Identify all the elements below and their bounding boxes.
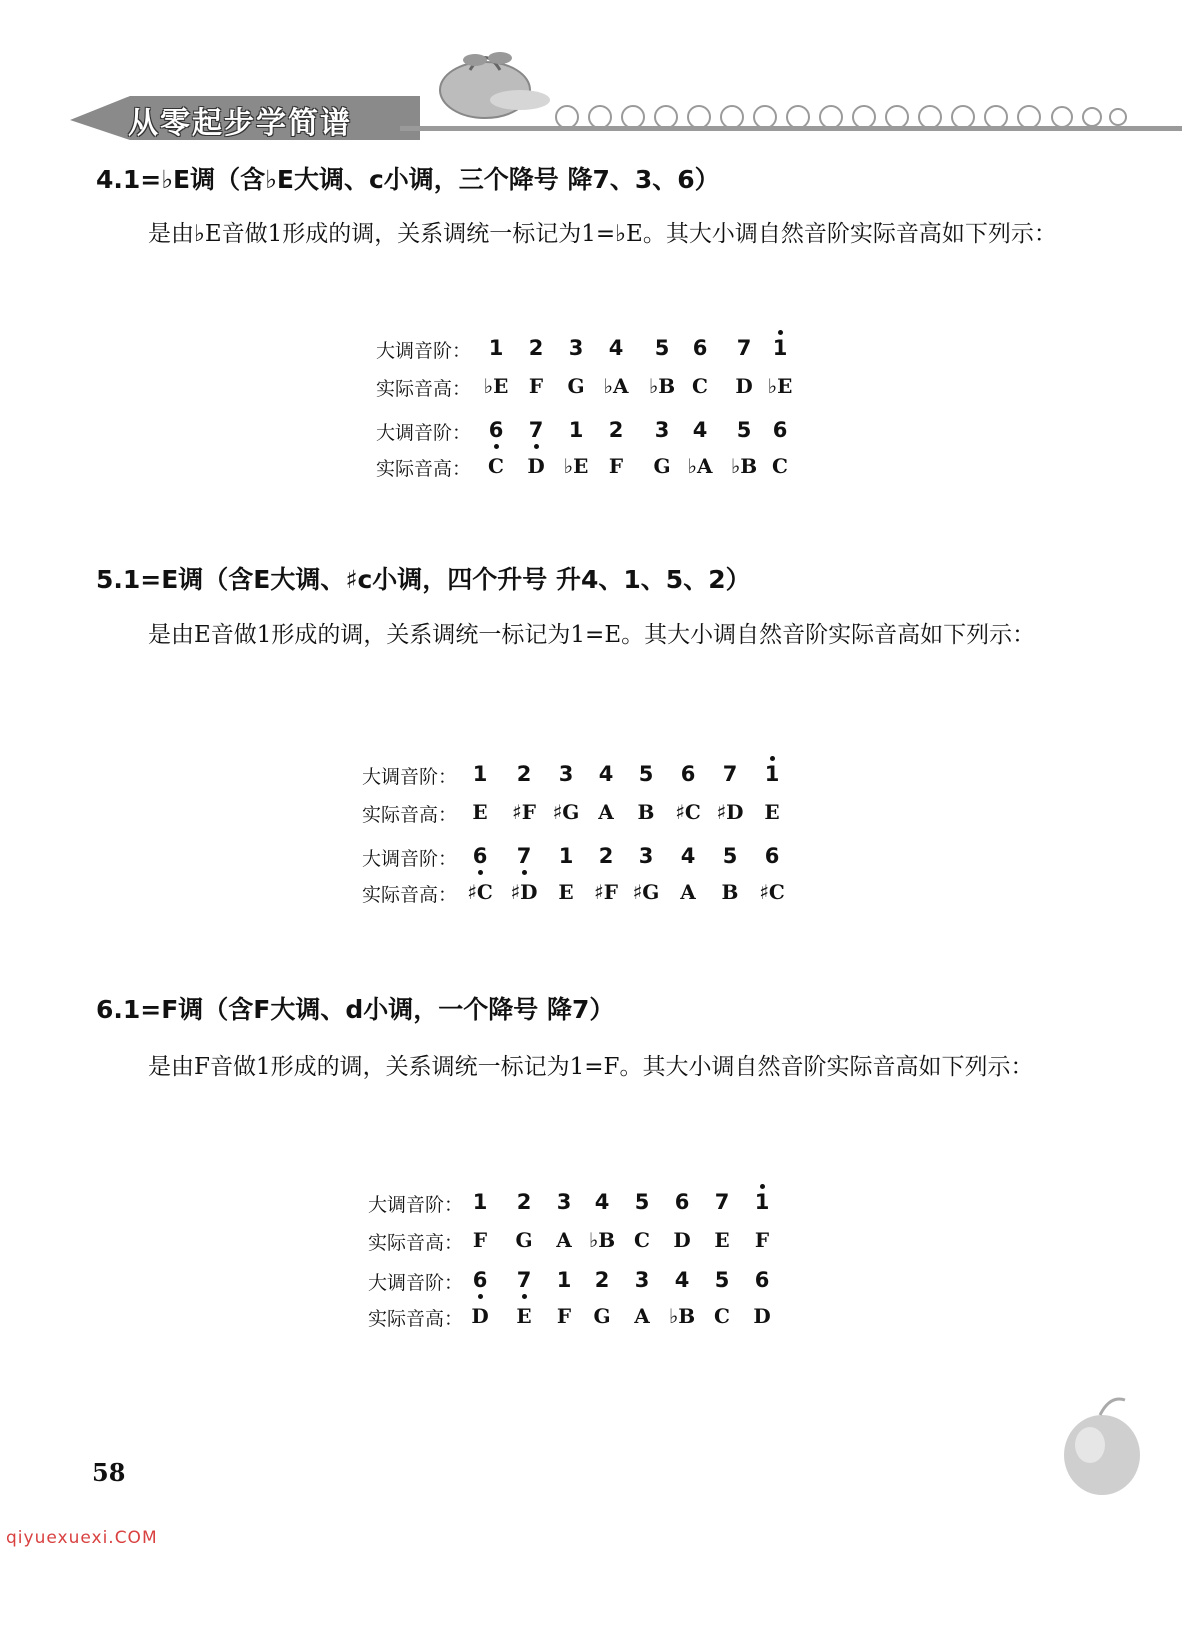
cell-text: 1 (568, 418, 584, 442)
cell-text: 2 (528, 336, 544, 360)
scale-degree-cell (460, 844, 500, 868)
book-title: 从零起步学简谱 (128, 106, 352, 141)
cell-text: 6 (692, 336, 708, 360)
scale-degree-cell (642, 336, 682, 360)
cell-text: C (692, 374, 708, 398)
scale-degree-cell (516, 418, 556, 442)
pitch-cell (504, 1304, 544, 1328)
scale-degree-cell (556, 418, 596, 442)
pitch-cell (460, 880, 500, 904)
cell-text: 7 (516, 844, 532, 868)
cell-text: 7 (722, 762, 738, 786)
pitch-cell (724, 374, 764, 398)
pitch-cell (680, 454, 720, 478)
cell-text: 6 (472, 844, 488, 868)
cell-text: ♭A (603, 374, 629, 398)
cell-text: 1 (472, 762, 488, 786)
row-label: 大调音阶： (362, 848, 458, 870)
low-octave-dot (522, 1294, 527, 1299)
cell-text: 4 (674, 1268, 690, 1292)
cell-text: 5 (654, 336, 670, 360)
pitch-cell (546, 880, 586, 904)
scale-degree-cell (702, 1268, 742, 1292)
pitch-cell (752, 800, 792, 824)
cell-text: 3 (558, 762, 574, 786)
cell-text: E (764, 800, 780, 824)
watermark: qiyuexuexi.COM (6, 1528, 158, 1548)
pitch-cell (476, 454, 516, 478)
pitch-cell (586, 880, 626, 904)
low-octave-dot (494, 444, 499, 449)
cell-text: 4 (692, 418, 708, 442)
cell-text: E (714, 1228, 730, 1252)
pitch-cell (556, 454, 596, 478)
scale-degree-cell (680, 418, 720, 442)
cell-text: C (488, 454, 504, 478)
cell-text: F (556, 1304, 572, 1328)
cell-text: 1 (472, 1190, 488, 1214)
cell-text: D (753, 1304, 771, 1328)
cell-text: 4 (680, 844, 696, 868)
cell-text: ♭B (648, 374, 676, 398)
scale-degree-cell (642, 418, 682, 442)
cell-text: 6 (772, 418, 788, 442)
pitch-cell (556, 374, 596, 398)
section-title: 4.1=♭E调（含♭E大调、c小调，三个降号 降7、3、6） (96, 165, 720, 194)
cell-text: F (754, 1228, 770, 1252)
scale-degree-cell (626, 844, 666, 868)
pitch-cell (516, 374, 556, 398)
pitch-cell (596, 374, 636, 398)
pitch-cell (724, 454, 764, 478)
scale-degree-cell (504, 1190, 544, 1214)
pitch-cell (710, 880, 750, 904)
scale-degree-cell (596, 418, 636, 442)
cell-text: 4 (608, 336, 624, 360)
cell-text: D (735, 374, 753, 398)
cell-text: ♯C (759, 880, 785, 904)
scale-degree-cell (710, 844, 750, 868)
pitch-cell (710, 800, 750, 824)
scale-degree-cell (586, 762, 626, 786)
cell-text: 5 (634, 1190, 650, 1214)
cell-text: A (634, 1304, 650, 1328)
scale-degree-cell (742, 1190, 782, 1214)
cell-text: ♯G (552, 800, 580, 824)
cell-text: 2 (594, 1268, 610, 1292)
cell-text: G (593, 1304, 611, 1328)
pitch-cell (546, 800, 586, 824)
cell-text: 1 (558, 844, 574, 868)
row-label: 实际音高： (362, 804, 458, 826)
pitch-cell (752, 880, 792, 904)
cell-text: 4 (594, 1190, 610, 1214)
cell-text: 6 (674, 1190, 690, 1214)
page-header (0, 0, 1182, 150)
pitch-cell (582, 1228, 622, 1252)
cell-text: 7 (516, 1268, 532, 1292)
scale-degree-cell (544, 1268, 584, 1292)
cell-text: 5 (714, 1268, 730, 1292)
pitch-cell (742, 1228, 782, 1252)
cell-text: A (556, 1228, 572, 1252)
cell-text: ♯D (510, 880, 538, 904)
row-label: 大调音阶： (362, 766, 458, 788)
cell-text: ♭B (668, 1304, 696, 1328)
scale-degree-cell (582, 1190, 622, 1214)
pitch-cell (504, 1228, 544, 1252)
scale-degree-cell (546, 844, 586, 868)
high-octave-dot (770, 756, 775, 761)
cell-text: ♭B (588, 1228, 616, 1252)
cell-text: ♭E (563, 454, 589, 478)
scale-degree-cell (460, 762, 500, 786)
scale-degree-cell (504, 1268, 544, 1292)
low-octave-dot (478, 870, 483, 875)
pitch-cell (662, 1228, 702, 1252)
pitch-cell (742, 1304, 782, 1328)
cell-text: 1 (754, 1190, 770, 1214)
cell-text: E (516, 1304, 532, 1328)
pitch-cell (622, 1304, 662, 1328)
pitch-cell (642, 374, 682, 398)
pitch-cell (460, 1304, 500, 1328)
row-label: 实际音高： (376, 458, 472, 480)
cell-text: 6 (488, 418, 504, 442)
scale-degree-cell (460, 1190, 500, 1214)
pitch-cell (702, 1228, 742, 1252)
scale-degree-cell (622, 1190, 662, 1214)
low-octave-dot (534, 444, 539, 449)
scale-degree-cell (556, 336, 596, 360)
row-label: 大调音阶： (376, 422, 472, 444)
pitch-cell (504, 800, 544, 824)
cell-text: ♯C (467, 880, 493, 904)
scale-degree-cell (662, 1268, 702, 1292)
scale-degree-cell (668, 844, 708, 868)
scale-degree-cell (586, 844, 626, 868)
cell-text: 1 (556, 1268, 572, 1292)
cell-text: 3 (654, 418, 670, 442)
cell-text: F (608, 454, 624, 478)
high-octave-dot (760, 1184, 765, 1189)
cell-text: 5 (638, 762, 654, 786)
pitch-cell (662, 1304, 702, 1328)
cell-text: A (680, 880, 696, 904)
pitch-cell (642, 454, 682, 478)
cell-text: E (472, 800, 488, 824)
low-octave-dot (522, 870, 527, 875)
cell-text: ♯F (594, 880, 618, 904)
scale-degree-cell (752, 762, 792, 786)
scale-degree-cell (544, 1190, 584, 1214)
pitch-cell (626, 880, 666, 904)
cell-text: 2 (608, 418, 624, 442)
cell-text: 3 (568, 336, 584, 360)
pitch-cell (622, 1228, 662, 1252)
apple-icon (1050, 1390, 1140, 1500)
scale-degree-cell (476, 336, 516, 360)
cell-text: 5 (722, 844, 738, 868)
cell-text: 3 (634, 1268, 650, 1292)
scale-degree-cell (596, 336, 636, 360)
pitch-cell (586, 800, 626, 824)
row-label: 大调音阶： (368, 1194, 464, 1216)
scale-degree-cell (476, 418, 516, 442)
scale-degree-cell (460, 1268, 500, 1292)
cell-text: 7 (714, 1190, 730, 1214)
cell-text: 2 (516, 762, 532, 786)
pitch-cell (516, 454, 556, 478)
pitch-cell (626, 800, 666, 824)
pitch-cell (760, 374, 800, 398)
scale-degree-cell (504, 762, 544, 786)
cell-text: E (558, 880, 574, 904)
pitch-cell (596, 454, 636, 478)
scale-degree-cell (724, 418, 764, 442)
pitch-cell (476, 374, 516, 398)
scale-degree-cell (582, 1268, 622, 1292)
section-paragraph: 是由E音做1形成的调，关系调统一标记为1=E。其大小调自然音阶实际音高如下列示： (148, 622, 1036, 648)
cell-text: 7 (528, 418, 544, 442)
pitch-cell (460, 1228, 500, 1252)
scale-degree-cell (662, 1190, 702, 1214)
cell-text: 2 (598, 844, 614, 868)
cell-text: 5 (736, 418, 752, 442)
cell-text: G (653, 454, 671, 478)
section-paragraph: 是由F音做1形成的调，关系调统一标记为1=F。其大小调自然音阶实际音高如下列示： (148, 1054, 1034, 1080)
row-label: 实际音高： (368, 1308, 464, 1330)
cell-text: C (634, 1228, 650, 1252)
row-label: 大调音阶： (368, 1272, 464, 1294)
scale-degree-cell (626, 762, 666, 786)
scale-degree-cell (516, 336, 556, 360)
cell-text: C (714, 1304, 730, 1328)
pitch-cell (668, 800, 708, 824)
scale-degree-cell (680, 336, 720, 360)
pitch-cell (702, 1304, 742, 1328)
section-title: 5.1=E调（含E大调、♯c小调，四个升号 升4、1、5、2） (96, 565, 751, 594)
cell-text: ♯D (716, 800, 744, 824)
row-label: 实际音高： (368, 1232, 464, 1254)
scale-degree-cell (724, 336, 764, 360)
cell-text: 3 (556, 1190, 572, 1214)
cell-text: B (721, 880, 739, 904)
cell-text: D (527, 454, 545, 478)
section-paragraph: 是由♭E音做1形成的调，关系调统一标记为1=♭E。其大小调自然音阶实际音高如下列示： (148, 221, 1057, 247)
cell-text: F (472, 1228, 488, 1252)
cell-text: 6 (680, 762, 696, 786)
scale-degree-cell (760, 418, 800, 442)
cell-text: ♯F (512, 800, 536, 824)
cell-text: ♯G (632, 880, 660, 904)
cell-text: 7 (736, 336, 752, 360)
section-title: 6.1=F调（含F大调、d小调，一个降号 降7） (96, 995, 615, 1024)
cell-text: ♭A (687, 454, 713, 478)
cell-text: B (637, 800, 655, 824)
cell-text: 6 (754, 1268, 770, 1292)
cell-text: ♭E (483, 374, 509, 398)
pitch-cell (544, 1304, 584, 1328)
cell-text: 1 (764, 762, 780, 786)
scale-degree-cell (710, 762, 750, 786)
pitch-cell (760, 454, 800, 478)
cell-text: 2 (516, 1190, 532, 1214)
pitch-cell (460, 800, 500, 824)
cell-text: ♯C (675, 800, 701, 824)
cell-text: ♭B (730, 454, 758, 478)
cell-text: A (598, 800, 614, 824)
scale-degree-cell (752, 844, 792, 868)
cell-text: F (528, 374, 544, 398)
cell-text: G (515, 1228, 533, 1252)
row-label: 实际音高： (362, 884, 458, 906)
pitch-cell (544, 1228, 584, 1252)
cell-text: 3 (638, 844, 654, 868)
cell-text: ♭E (767, 374, 793, 398)
row-label: 大调音阶： (376, 340, 472, 362)
scale-degree-cell (622, 1268, 662, 1292)
cell-text: C (772, 454, 788, 478)
scale-degree-cell (760, 336, 800, 360)
pitch-cell (680, 374, 720, 398)
page-number: 58 (92, 1458, 126, 1487)
scale-degree-cell (546, 762, 586, 786)
cell-text: G (567, 374, 585, 398)
cell-text: 6 (764, 844, 780, 868)
cell-text: 1 (488, 336, 504, 360)
pitch-cell (582, 1304, 622, 1328)
low-octave-dot (478, 1294, 483, 1299)
scale-degree-cell (702, 1190, 742, 1214)
cell-text: D (673, 1228, 691, 1252)
cell-text: 1 (772, 336, 788, 360)
cell-text: 4 (598, 762, 614, 786)
scale-degree-cell (668, 762, 708, 786)
pitch-cell (668, 880, 708, 904)
cell-text: D (471, 1304, 489, 1328)
pitch-cell (504, 880, 544, 904)
scale-degree-cell (742, 1268, 782, 1292)
row-label: 实际音高： (376, 378, 472, 400)
high-octave-dot (778, 330, 783, 335)
cell-text: 6 (472, 1268, 488, 1292)
scale-degree-cell (504, 844, 544, 868)
